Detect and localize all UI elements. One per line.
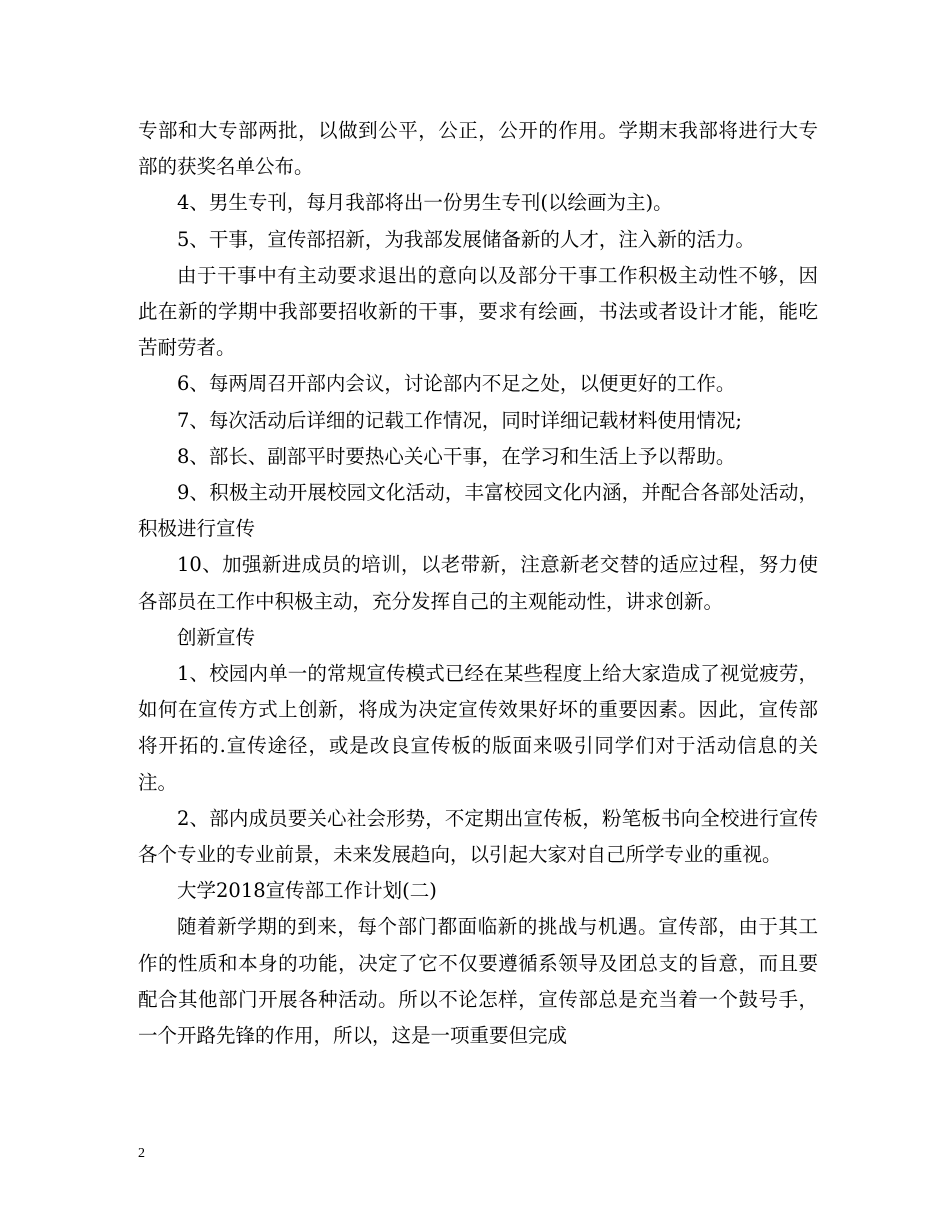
section-heading-innovation: 创新宣传 xyxy=(177,625,256,649)
paragraph-item-8: 8、部长、副部平时要热心关心干事，在学习和生活上予以帮助。 xyxy=(177,444,736,468)
paragraph-recruitment-detail: 由于干事中有主动要求退出的意向以及部分干事工作积极主动性不够，因此在新的学期中我部要招收新的干事，要求有绘画，书法或者设计才能，能吃苦耐劳者。 xyxy=(138,263,818,360)
paragraph-item-6: 6、每两周召开部内会议，讨论部内不足之处，以便更好的工作。 xyxy=(177,372,736,396)
paragraph-item-5: 5、干事，宣传部招新，为我部发展储备新的人才，注入新的活力。 xyxy=(177,227,755,251)
paragraph-item-9: 9、积极主动开展校园文化活动，丰富校园文化内涵，并配合各部处活动，积极进行宣传 xyxy=(138,481,818,541)
paragraph-item-10: 10、加强新进成员的培训，以老带新，注意新老交替的适应过程，努力使各部员在工作中积极主动，充分发挥自己的主观能动性，讲求创新。 xyxy=(138,553,818,613)
paragraph-innovation-2: 2、部内成员要关心社会形势，不定期出宣传板，粉笔板书向全校进行宣传各个专业的专业前景，未来发展趋向，以引起大家对自己所学专业的重视。 xyxy=(138,806,818,867)
paragraph-continuation: 专部和大专部两批，以做到公平，公正，公开的作用。学期末我部将进行大专部的获奖名单公布。 xyxy=(138,119,818,179)
document-body xyxy=(138,113,818,1054)
paragraph-intro: 随着新学期的到来，每个部门都面临新的挑战与机遇。宣传部，由于其工作的性质和本身的功能，决定了它不仅要遵循系领导及团总支的旨意，而且要配合其他部门开展各种活动。所以不论怎样，宣传部总是充当着一个鼓号手，一个开路先锋的作用，所以，这是一项重要但完成 xyxy=(138,915,818,1048)
page-number: 2 xyxy=(138,1146,145,1161)
paragraph-innovation-1: 1、校园内单一的常规宣传模式已经在某些程度上给大家造成了视觉疲劳，如何在宣传方式上创新，将成为决定宣传效果好坏的重要因素。因此，宣传部将开拓的.宣传途径，或是改良宣传板的版面来吸引同学们对于活动信息的关注。 xyxy=(138,662,818,794)
paragraph-item-7: 7、每次活动后详细的记载工作情况，同时详细记载材料使用情况; xyxy=(177,408,742,432)
section-heading-plan-two: 大学2018宣传部工作计划(二) xyxy=(177,879,437,903)
paragraph-item-4: 4、男生专刊，每月我部将出一份男生专刊(以绘画为主)。 xyxy=(177,191,673,215)
